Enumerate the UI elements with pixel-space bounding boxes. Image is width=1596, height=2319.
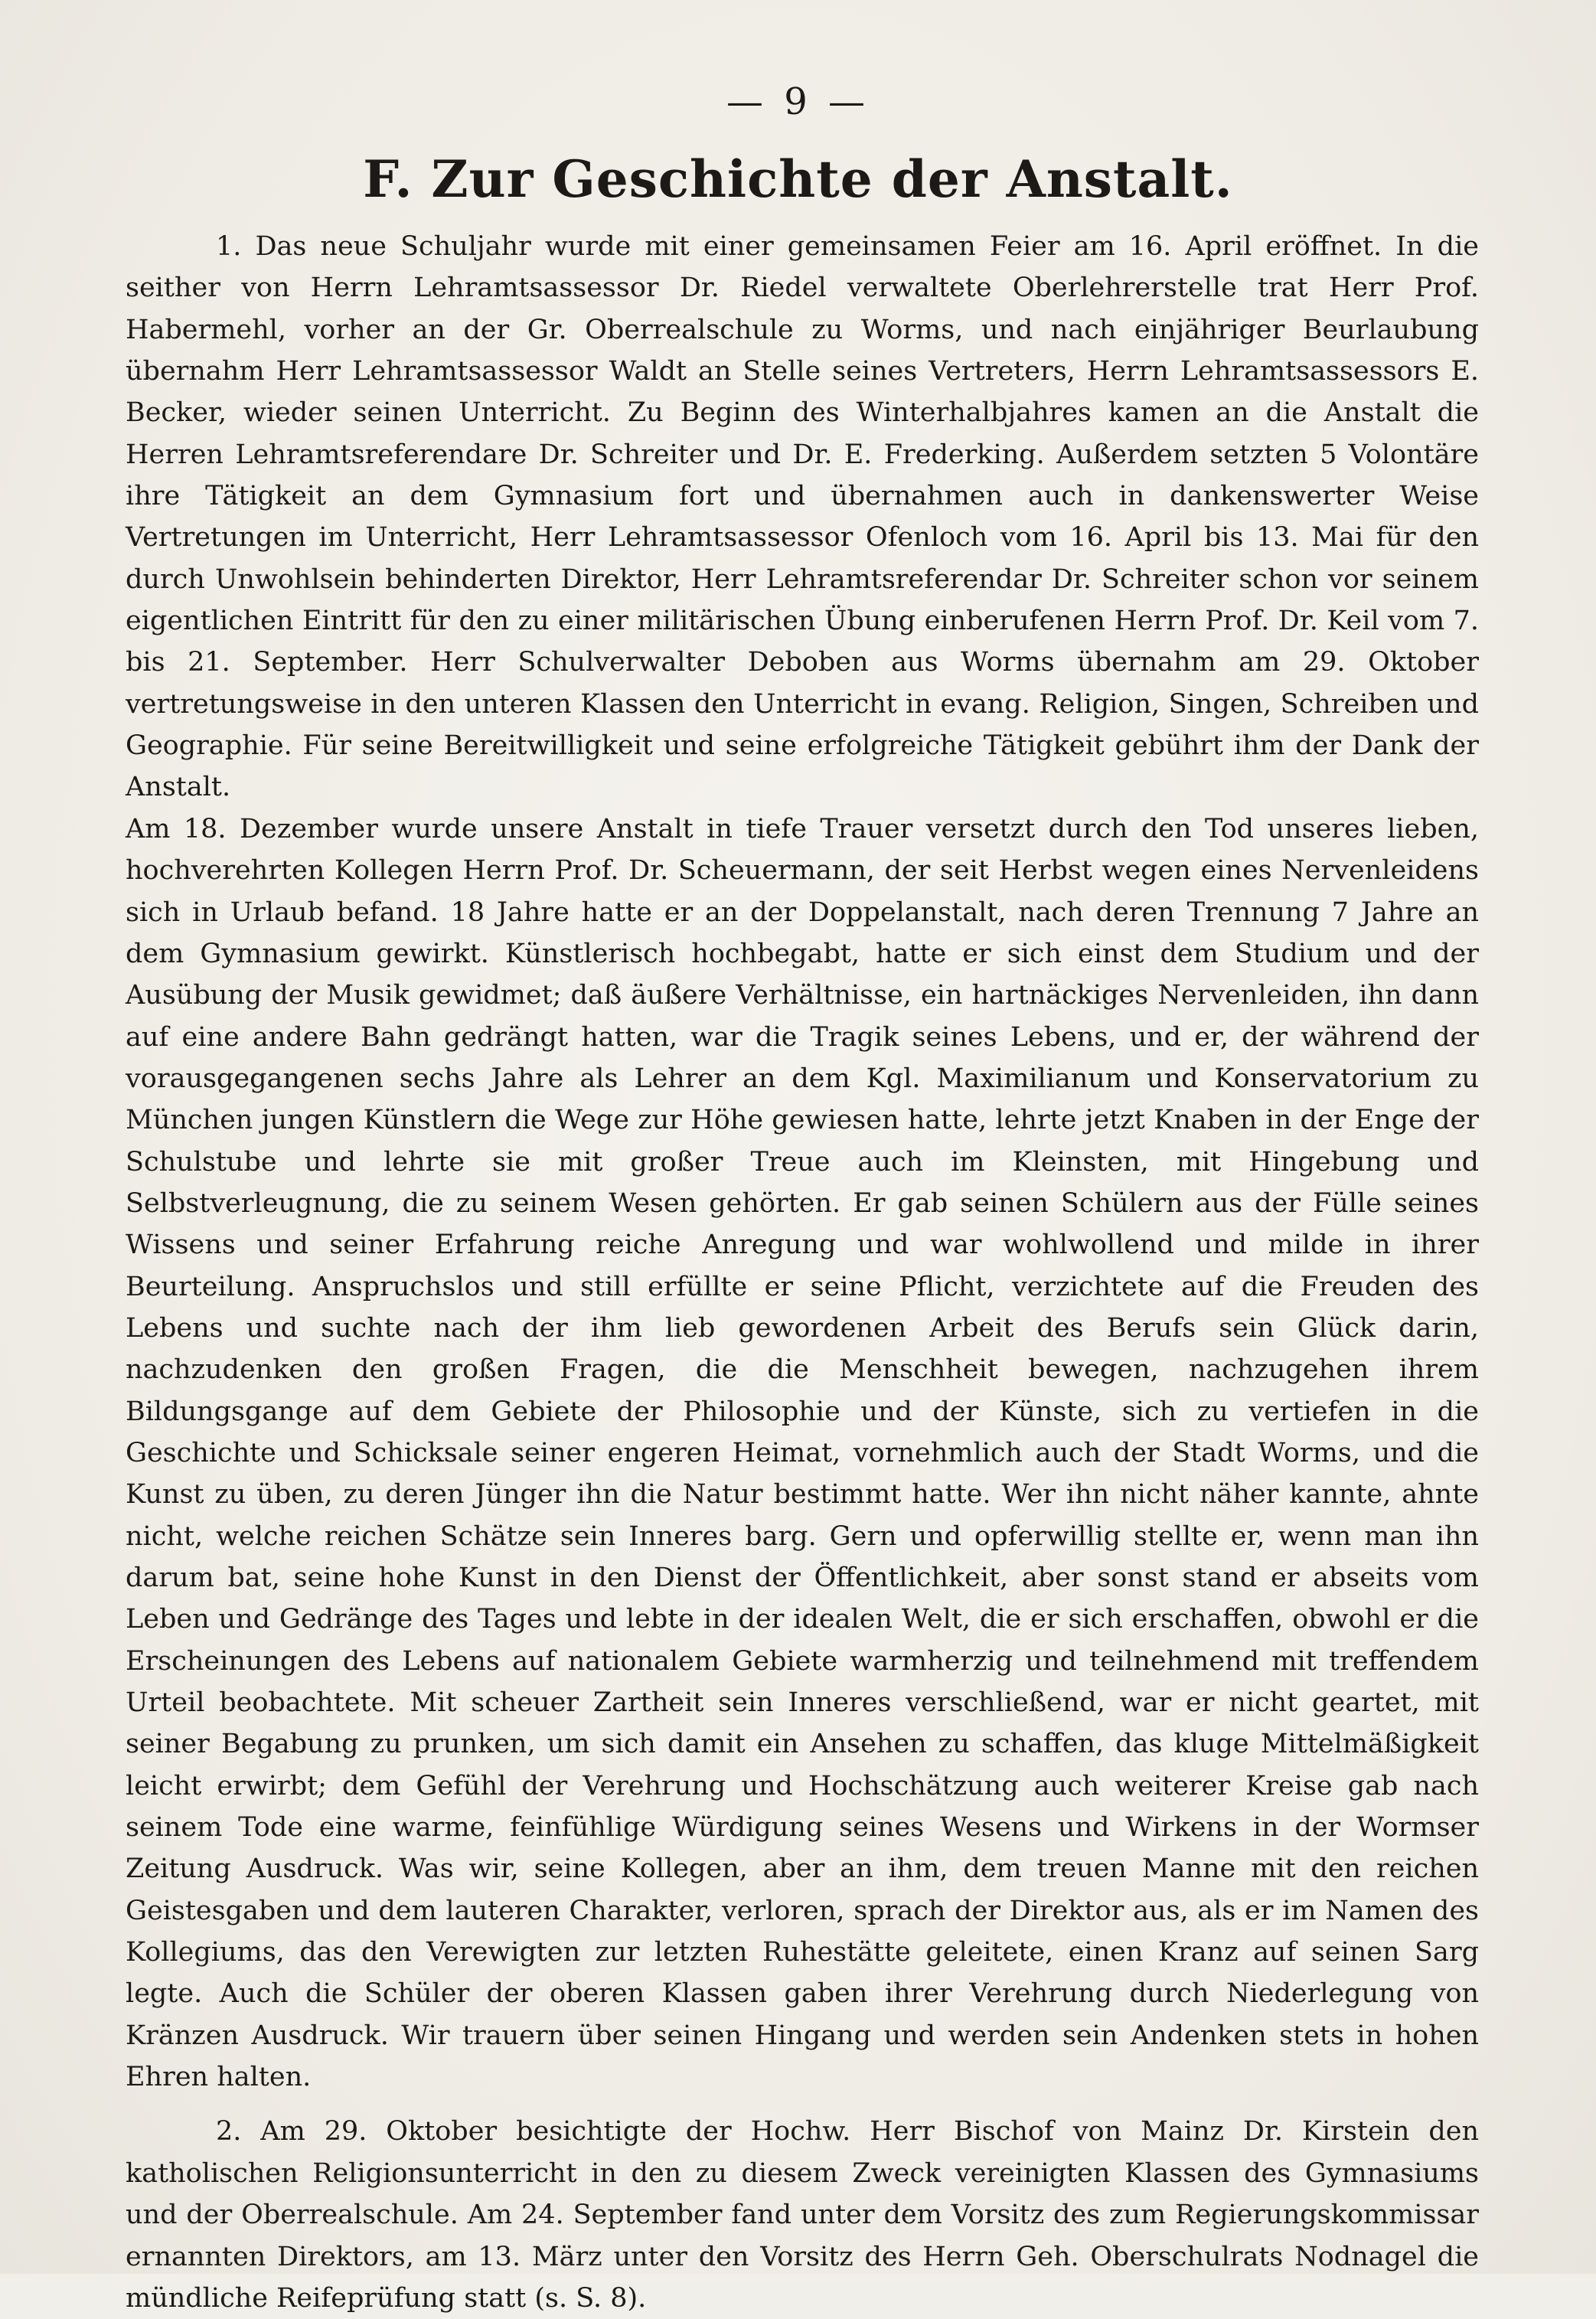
page-number: — 9 — (726, 80, 870, 123)
section-title: F. Zur Geschichte der Anstalt. (363, 149, 1233, 209)
paragraph-2: Am 18. Dezember wurde unsere Anstalt in tiefe Trauer versetzt durch den Tod unseres lieben, hochverehrten Kollegen Herrn Prof. Dr. Scheuermann, der seit Herbst wegen eines Nervenleidens sich in Urlaub befand. 18 Jahre hatte er an der Doppelanstalt, nach deren Trennung 7 Jahre an dem Gymnasium gewirkt. Künstlerisch hochbegabt, hatte er sich einst dem Studium und der Ausübung der Musik gewidmet; daß äußere Verhältnisse, ein hartnäckiges Nervenleiden, ihn dann auf eine andere Bahn gedrängt hatten, war die Tragik seines Lebens, und er, der während der vorausgegangenen sechs Jahre als Lehrer an dem Kgl. Maximilianum und Konservatorium zu München jungen Künstlern die Wege zur Höhe gewiesen hatte, lehrte jetzt Knaben in der Enge der Schulstube und lehrte sie mit großer Treue auch im Kleinsten, mit Hingebung und Selbstverleugnung, die zu seinem Wesen gehörten. Er gab seinen Schülern aus der Fülle seines Wissens und seiner Erfahrung reiche Anregung und war wohlwollend und milde in ihrer Beurteilung. Anspruchslos und still erfüllte er seine Pflicht, verzichtete auf die Freuden des Lebens und suchte nach der ihm lieb gewordenen Arbeit des Berufs sein Glück darin, nachzudenken den großen Fragen, die die Menschheit bewegen, nachzugehen ihrem Bildungsgange auf dem Gebiete der Philosophie und der Künste, sich zu vertiefen in die Geschichte und Schicksale seiner engeren Heimat, vornehmlich auch der Stadt Worms, und die Kunst zu üben, zu deren Jünger ihn die Natur bestimmt hatte. Wer ihn nicht näher kannte, ahnte nicht, welche reichen Schätze sein Inneres barg. Gern und opferwillig stellte er, wenn man ihn darum bat, seine hohe Kunst in den Dienst der Öffentlichkeit, aber sonst stand er abseits vom Leben und Gedränge des Tages und lebte in der idealen Welt, die er sich erschaffen, obwohl er die Erscheinungen des Lebens auf nationalem Gebiete warmherzig und teilnehmend mit treffendem Urteil beobachtete. Mit scheuer Zartheit sein Inneres verschließend, war er nicht geartet, mit seiner Begabung zu prunken, um sich damit ein Ansehen zu schaffen, das kluge Mittelmäßigkeit leicht erwirbt; dem Gefühl der Verehrung und Hochschätzung auch weiterer Kreise gab nach seinem Tode eine warme, feinfühlige Würdigung seines Wesens und Wirkens in der Wormser Zeitung Ausdruck. Was wir, seine Kollegen, aber an ihm, dem treuen Manne mit den reichen Geistesgaben und dem lauteren Charakter, verloren, sprach der Direktor aus, als er im Namen des Kollegiums, das den Verewigten zur letzten Ruhestätte geleitete, einen Kranz auf seinen Sarg legte. Auch die Schüler der oberen Klassen gaben ihrer Verehrung durch Niederlegung von Kränzen Ausdruck. Wir trauern über seinen Hingang und werden sein Andenken stets in hohen Ehren halten. (126, 813, 1479, 2093)
paragraph-1: 1. Das neue Schuljahr wurde mit einer gemeinsamen Feier am 16. April eröffnet. In die seither von Herrn Lehramtsassessor Dr. Riedel verwaltete Oberlehrerstelle trat Herr Prof. Habermehl, vorher an der Gr. Oberrealschule zu Worms, und nach einjähriger Beurlaubung übernahm Herr Lehramtsassessor Waldt an Stelle seines Vertreters, Herrn Lehramtsassessors E. Becker, wieder seinen Unterricht. Zu Beginn des Winterhalbjahres kamen an die Anstalt die Herren Lehramtsreferendare Dr. Schreiter und Dr. E. Frederking. Außerdem setzten 5 Volontäre ihre Tätigkeit an dem Gymnasium fort und übernahmen auch in dankenswerter Weise Vertretungen im Unterricht, Herr Lehramtsassessor Ofenloch vom 16. April bis 13. Mai für den durch Unwohlsein behinderten Direktor, Herr Lehramtsreferendar Dr. Schreiter schon vor seinem eigentlichen Eintritt für den zu einer militärischen Übung einberufenen Herrn Prof. Dr. Keil vom 7. bis 21. September. Herr Schulverwalter Deboben aus Worms übernahm am 29. Oktober vertretungsweise in den unteren Klassen den Unterricht in evang. Religion, Singen, Schreiben und Geographie. Für seine Bereitwilligkeit und seine erfolgreiche Tätigkeit gebührt ihm der Dank der Anstalt. (126, 231, 1479, 803)
paragraph-3: 2. Am 29. Oktober besichtigte der Hochw. Herr Bischof von Mainz Dr. Kirstein den katholischen Religionsunterricht in den zu diesem Zweck vereinigten Klassen des Gymnasiums und der Oberrealschule. Am 24. September fand unter dem Vorsitz des zum Regierungskommissar ernannten Direktors, am 13. März unter den Vorsitz des Herrn Geh. Oberschulrats Nodnagel die mündliche Reifeprüfung statt (s. S. 8). (126, 2116, 1479, 2314)
body-text (126, 226, 1479, 2319)
